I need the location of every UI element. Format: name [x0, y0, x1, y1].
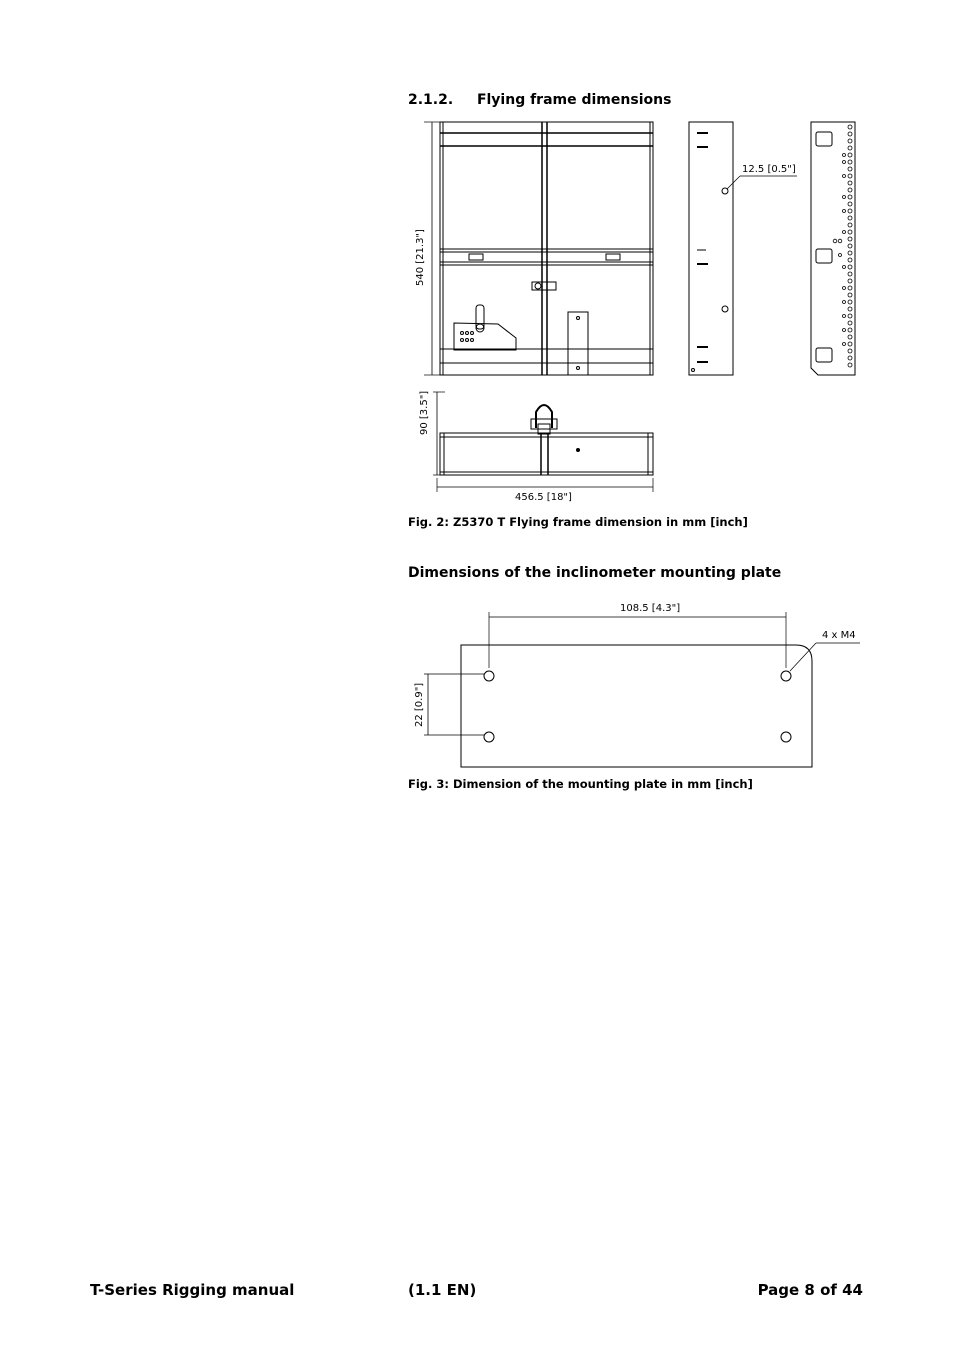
footer-title: T-Series Rigging manual	[90, 1281, 295, 1299]
section-title: Flying frame dimensions	[476, 92, 672, 108]
footer-version: (1.1 EN)	[408, 1281, 477, 1299]
dim-height-label: 22 [0.9"]	[414, 682, 425, 727]
dim-holes-label: 4 x M4	[822, 630, 856, 641]
figure-2-caption: Fig. 2: Z5370 T Flying frame dimension in mm [inch]	[408, 515, 748, 529]
footer-page-number: Page 8 of 44	[757, 1281, 863, 1299]
dim-width-label: 108.5 [4.3"]	[620, 603, 681, 614]
dim-height-label: 540 [21.3"]	[415, 229, 426, 286]
mounting-plate-drawing	[400, 590, 870, 775]
dim-hole-label: 12.5 [0.5"]	[742, 164, 796, 175]
rear-hole-column	[833, 125, 852, 367]
section-number: 2.1.2.	[408, 92, 454, 108]
section-heading	[408, 92, 671, 108]
dim-depth-label: 90 [3.5"]	[419, 390, 430, 435]
dim-width-label: 456.5 [18"]	[515, 492, 572, 503]
subheading: Dimensions of the inclinometer mounting plate	[408, 565, 782, 581]
flying-frame-drawing	[400, 115, 870, 505]
figure-3-caption: Fig. 3: Dimension of the mounting plate in mm [inch]	[408, 777, 753, 791]
